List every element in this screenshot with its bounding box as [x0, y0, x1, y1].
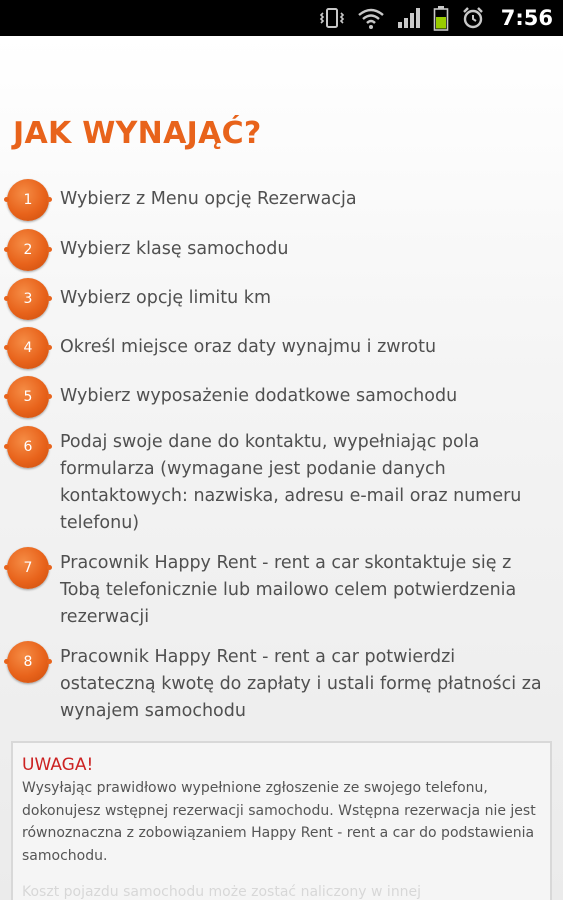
step-text: Pracownik Happy Rent - rent a car skontaktuje się z Tobą telefonicznie lub mailowo celem potwierdzenia rezerwacji: [60, 553, 517, 627]
warning-text: Wysyłając prawidłowo wypełnione zgłoszenie ze swojego telefonu, dokonujesz wstępnej rezerwacji samochodu. Wstępna rezerwacja nie jest równoznaczna z zobowiązaniem Happy Rent - rent a car do podstawienia samochodu.: [22, 780, 536, 864]
status-bar: [0, 0, 563, 36]
step-text: Wybierz z Menu opcję Rezerwacja: [60, 189, 357, 209]
status-clock: 7:56: [500, 6, 553, 30]
step-number-badge: 5: [7, 376, 49, 418]
page-title: JAK WYNAJĄĆ?: [13, 116, 262, 151]
warning-faded-text: Koszt pojazdu samochodu może zostać naliczony w innej: [22, 884, 422, 900]
vibrate-icon: [319, 0, 345, 36]
signal-icon: [397, 0, 421, 36]
step-text: Wybierz wyposażenie dodatkowe samochodu: [60, 386, 458, 406]
how-to-rent-page: [0, 36, 563, 900]
step-number-badge: 6: [7, 426, 49, 468]
step-number-badge: 8: [7, 641, 49, 683]
wifi-icon: [357, 0, 385, 36]
step-text: Pracownik Happy Rent - rent a car potwierdzi ostateczną kwotę do zapłaty i ustali formę płatności za wynajem samochodu: [60, 647, 542, 721]
warning-note-box: [11, 741, 552, 900]
step-text: Określ miejsce oraz daty wynajmu i zwrotu: [60, 337, 437, 357]
step-number-badge: 4: [7, 327, 49, 369]
step-number-badge: 3: [7, 278, 49, 320]
alarm-icon: [461, 0, 485, 36]
step-number-badge: 2: [7, 229, 49, 271]
battery-icon: [433, 0, 449, 36]
step-number-badge: 7: [7, 547, 49, 589]
step-number-badge: 1: [7, 179, 49, 221]
step-text: Wybierz klasę samochodu: [60, 239, 289, 259]
step-text: Podaj swoje dane do kontaktu, wypełniając pola formularza (wymagane jest podanie danych kontaktowych: nazwiska, adresu e-mail oraz numeru telefonu): [60, 432, 522, 533]
warning-title: UWAGA!: [22, 755, 94, 775]
step-text: Wybierz opcję limitu km: [60, 288, 271, 308]
